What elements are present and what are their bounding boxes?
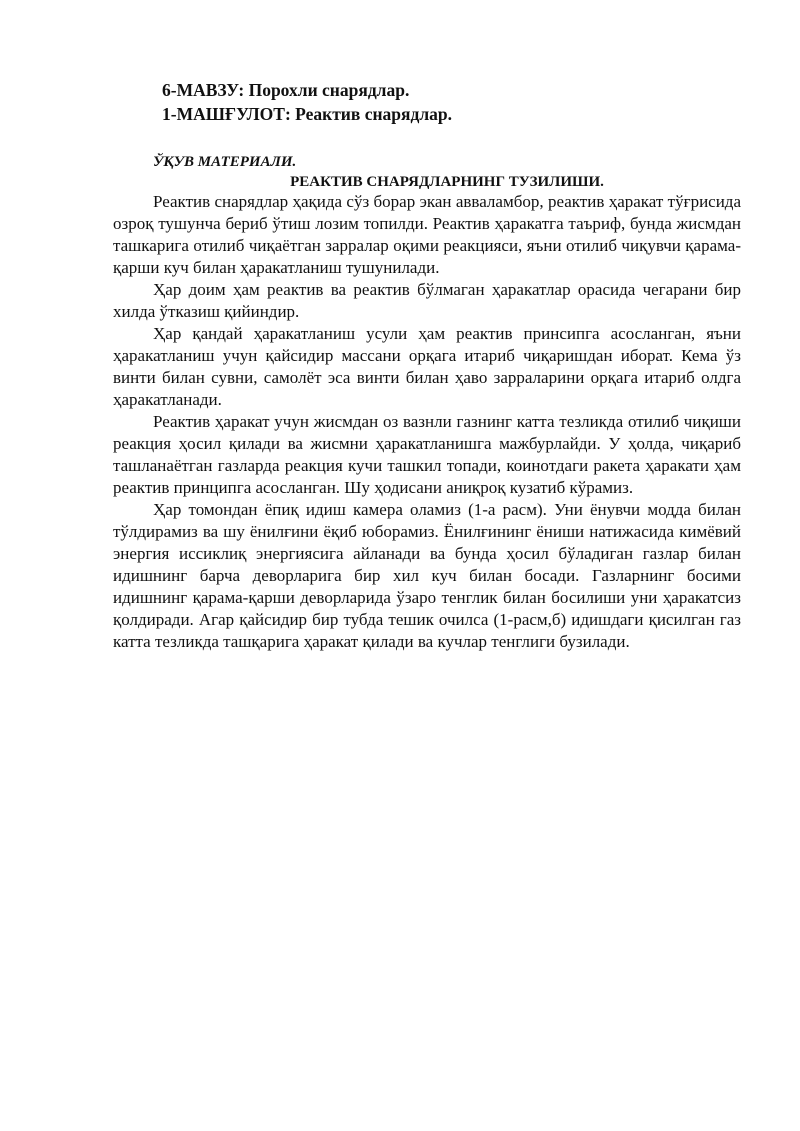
paragraph-5: Ҳар томондан ёпиқ идиш камера оламиз (1-а расм). Уни ёнувчи модда билан тўлдирамиз ва шу ёнилғини ёқиб юборамиз. Ёнилғининг ёниши натижасида кимёвий энергия иссиклиқ энергиясига айланади ва бунда ҳосил бўладиган газлар билан идишнинг барча деворларига бир хил куч билан босади. Газларнинг босими идишнинг қарама-қарши деворларида ўзаро тенглик билан босилиши уни ҳаракатсиз қолдиради. Агар қайсидир бир тубда тешик очилса (1-расм,б) идишдаги қисилган газ катта тезликда ташқарига ҳаракат қилади ва кучлар тенглиги бузилади. <box>113 500 741 651</box>
body-text <box>113 191 741 653</box>
paragraph-3: Ҳар қандай ҳаракатланиш усули ҳам реактив принсипга асосланган, яъни ҳаракатланиш учун қайсидир массани орқага итариб чиқаришдан иборат. Кема ўз винти билан сувни, самолёт эса винти билан ҳаво зарраларини орқага итариб олдга ҳаракатланади. <box>113 324 741 409</box>
material-label: ЎҚУВ МАТЕРИАЛИ. <box>153 154 297 170</box>
lesson-heading: 1-МАШҒУЛОТ: Реактив снарядлар. <box>162 104 453 124</box>
paragraph-4: Реактив ҳаракат учун жисмдан оз вазнли газнинг катта тезликда отилиб чиқиши реакция ҳосил қилади ва жисмни ҳаракатланишга мажбурлайди. У ҳолда, чиқариб ташланаётган газларда реакция кучи ташкил топади, коинотдаги ракета ҳаракати ҳам реактив принципга асосланган. Шу ҳодисани аниқроқ кузатиб кўрамиз. <box>113 412 741 497</box>
section-title: РЕАКТИВ СНАРЯДЛАРНИНГ ТУЗИЛИШИ. <box>290 174 604 190</box>
paragraph-2: Ҳар доим ҳам реактив ва реактив бўлмаган ҳаракатлар орасида чегарани бир хилда ўтказиш қийиндир. <box>113 280 741 321</box>
topic-heading: 6-МАВЗУ: Порохли снарядлар. <box>162 80 410 100</box>
paragraph-1: Реактив снарядлар ҳақида сўз борар экан авваламбор, реактив ҳаракат тўғрисида озроқ тушунча бериб ўтиш лозим топилди. Реактив ҳаракатга таъриф, бунда жисмдан ташкарига отилиб чиқаётган зарралар оқими реакцияси, яъни отилиб чиқувчи қарама-қарши куч билан ҳаракатланиш тушунилади. <box>113 192 741 277</box>
